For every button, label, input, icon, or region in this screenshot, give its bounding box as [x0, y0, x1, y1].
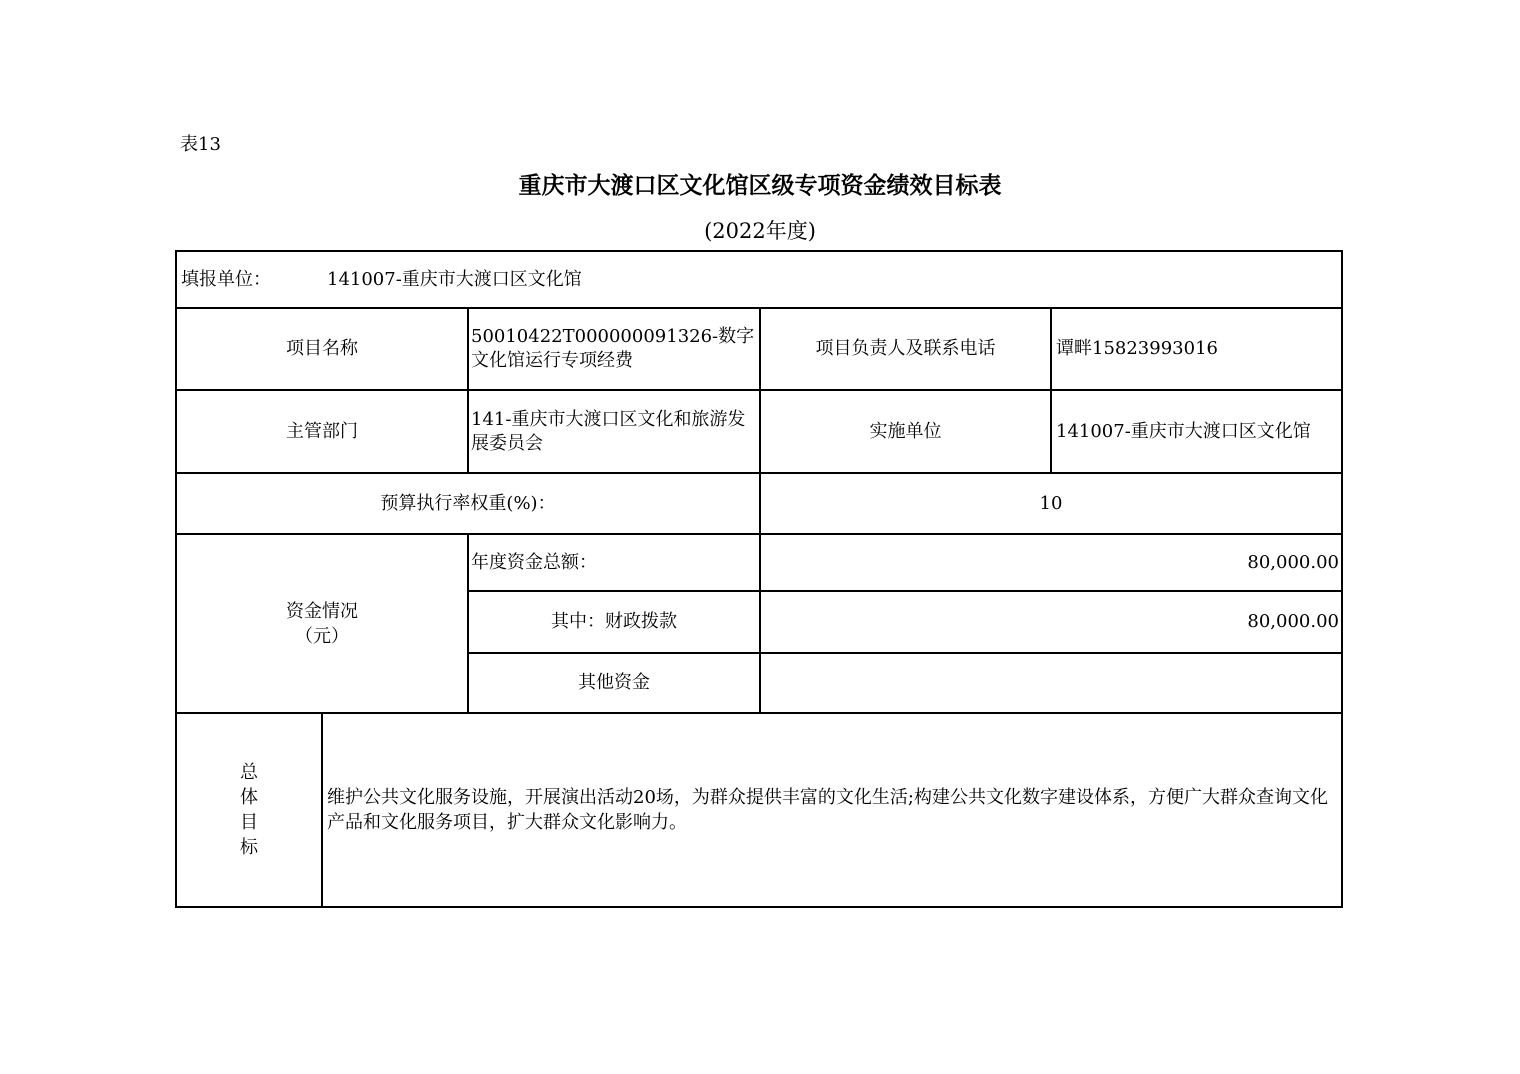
department-value: 141-重庆市大渡口区文化和旅游发展委员会 — [471, 408, 746, 454]
other-funds-label: 其他资金 — [578, 672, 650, 693]
overall-goal-label — [177, 714, 321, 906]
other-funds-value — [761, 654, 1341, 712]
department-label: 主管部门 — [286, 420, 358, 442]
table-number: 表13 — [180, 134, 221, 155]
goal-label-char: 标 — [240, 837, 258, 858]
fiscal-allocation-label: 其中：财政拨款 — [551, 611, 677, 632]
reporting-unit-row — [175, 252, 1341, 307]
funds-label-text: 资金情况 — [286, 600, 358, 622]
fiscal-allocation-value: 80,000.00 — [1247, 611, 1339, 632]
table-border-line — [175, 906, 1343, 908]
budget-rate-value: 10 — [1039, 492, 1063, 514]
annual-total-value: 80,000.00 — [1247, 551, 1339, 573]
project-owner-label: 项目负责人及联系电话 — [815, 338, 996, 359]
funds-unit-text: （元） — [295, 625, 349, 647]
reporting-unit-value: 141007-重庆市大渡口区文化馆 — [327, 268, 582, 290]
goal-label-char: 总 — [240, 762, 258, 783]
implementing-unit-label: 实施单位 — [869, 420, 942, 442]
performance-target-table — [175, 250, 1343, 908]
overall-goal-text: 维护公共文化服务设施，开展演出活动20场，为群众提供丰富的文化生活;构建公共文化数字建设体系，方便广大群众查询文化产品和文化服务项目，扩大群众文化影响力。 — [327, 787, 1328, 833]
page-title: 重庆市大渡口区文化馆区级专项资金绩效目标表 — [518, 172, 1002, 199]
project-name-label: 项目名称 — [286, 338, 358, 359]
budget-rate-label: 预算执行率权重(%)： — [380, 492, 556, 514]
reporting-unit-label: 填报单位： — [181, 268, 271, 290]
implementing-unit-value: 141007-重庆市大渡口区文化馆 — [1056, 420, 1311, 442]
page-subtitle: (2022年度) — [704, 219, 816, 243]
goal-label-char: 目 — [240, 812, 258, 833]
table-border-line — [1341, 250, 1343, 908]
goal-label-char: 体 — [240, 787, 258, 808]
funds-label — [177, 535, 467, 712]
project-name-value: 50010422T000000091326-数字文化馆运行专项经费 — [471, 326, 755, 371]
project-owner-value: 谭畔15823993016 — [1056, 338, 1218, 359]
annual-total-label: 年度资金总额： — [471, 551, 597, 573]
